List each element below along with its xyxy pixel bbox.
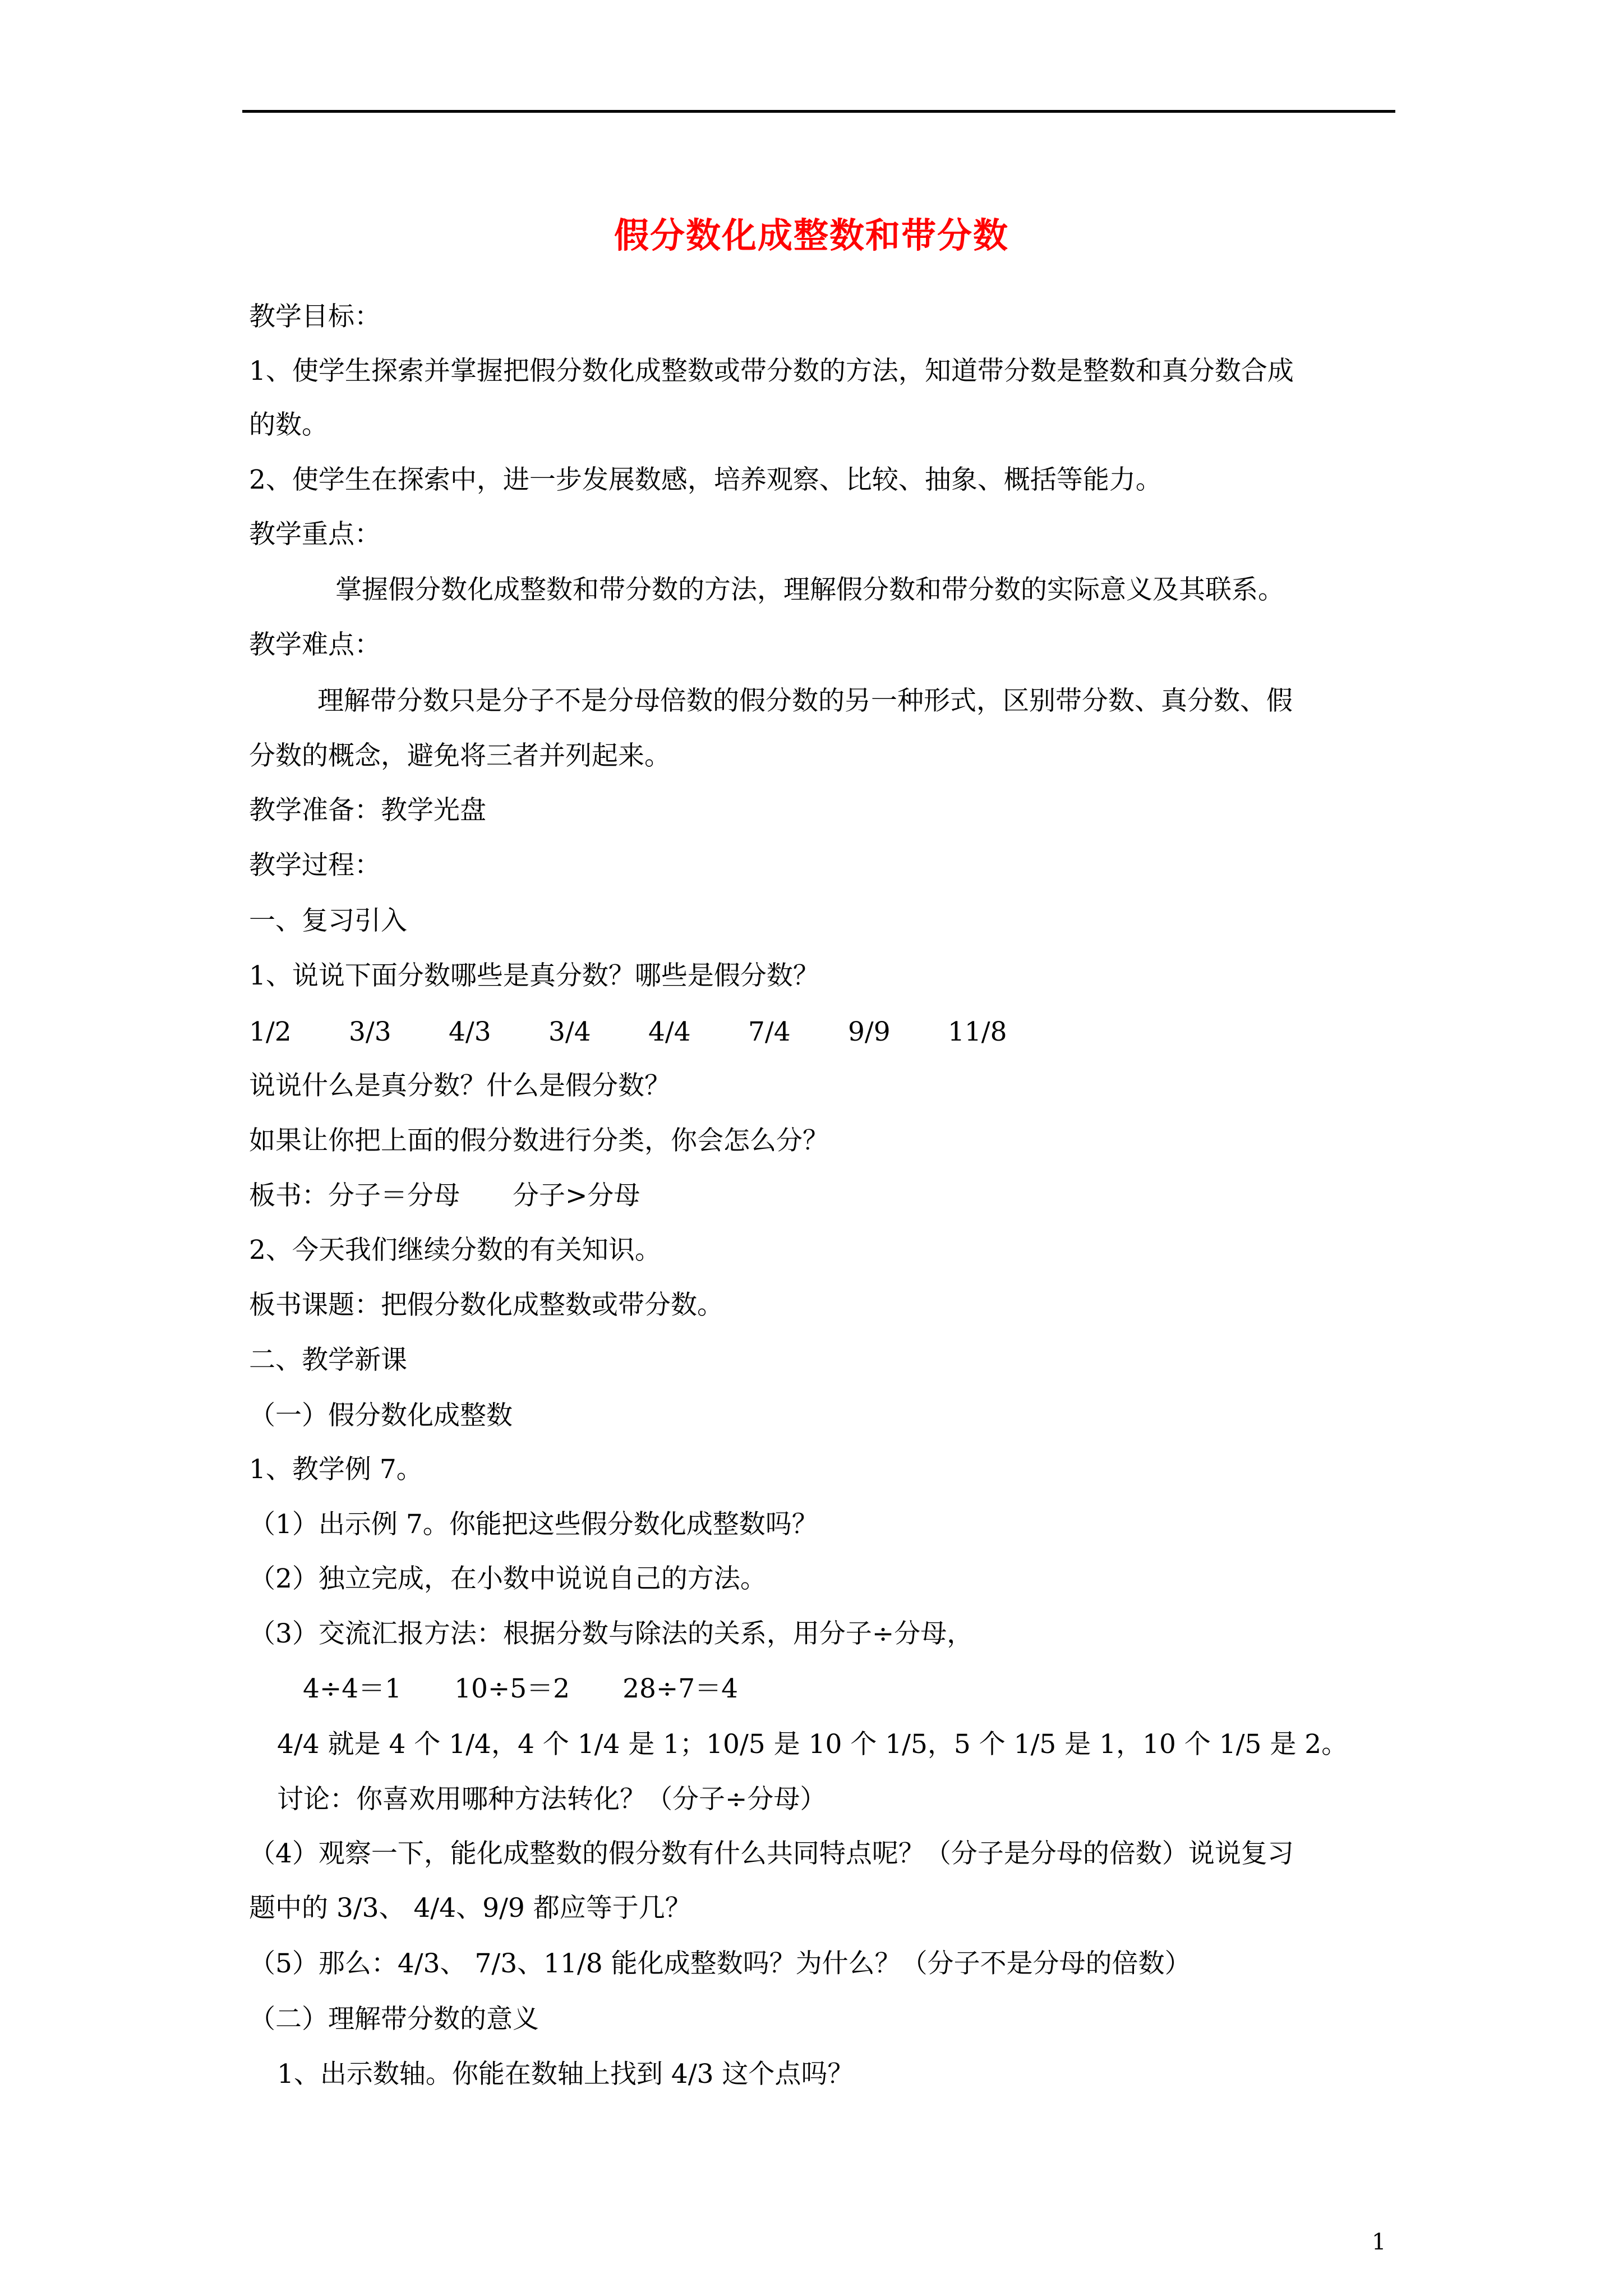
text-line: 1、使学生探索并掌握把假分数化成整数或带分数的方法，知道带分数是整数和真分数合成 xyxy=(249,356,1294,386)
text-line: 1、说说下面分数哪些是真分数？哪些是假分数？ xyxy=(249,960,819,991)
text-line: 教学准备：教学光盘 xyxy=(249,795,486,826)
fraction-item: 4/3 xyxy=(449,1016,491,1047)
text-line: 的数。 xyxy=(249,409,328,440)
text-line: 讨论：你喜欢用哪种方法转化？（分子÷分母） xyxy=(277,1784,827,1815)
fraction-item: 7/4 xyxy=(748,1016,791,1047)
text-line: 1、教学例 7。 xyxy=(249,1454,423,1485)
text-line: 2、今天我们继续分数的有关知识。 xyxy=(249,1235,661,1266)
text-line: 教学难点： xyxy=(249,629,381,660)
text-line: 理解带分数只是分子不是分母倍数的假分数的另一种形式，区别带分数、真分数、假 xyxy=(317,685,1293,716)
text-line: （二）理解带分数的意义 xyxy=(249,2004,539,2035)
text-line: 掌握假分数化成整数和带分数的方法，理解假分数和带分数的实际意义及其联系。 xyxy=(335,574,1284,605)
text-line: 题中的 3/3、 4/4、9/9 都应等于几？ xyxy=(249,1893,691,1924)
fraction-item: 11/8 xyxy=(948,1016,1007,1047)
text-line: （4）观察一下，能化成整数的假分数有什么共同特点呢？（分子是分母的倍数）说说复习 xyxy=(249,1838,1294,1869)
text-line: 一、复习引入 xyxy=(249,905,407,936)
page-number: 1 xyxy=(1372,2229,1386,2255)
text-line: 如果让你把上面的假分数进行分类，你会怎么分？ xyxy=(249,1125,829,1156)
text-line: 教学目标： xyxy=(249,301,381,332)
text-line: 4/4 就是 4 个 1/4，4 个 1/4 是 1；10/5 是 10 个 1/5，5 个 1/5 是 1，10 个 1/5 是 2。 xyxy=(277,1729,1348,1760)
text-line: 分数的概念，避免将三者并列起来。 xyxy=(249,740,671,771)
text-line: 教学重点： xyxy=(249,519,381,550)
text-line: （一）假分数化成整数 xyxy=(249,1400,513,1431)
text-line: （1）出示例 7。你能把这些假分数化成整数吗？ xyxy=(249,1509,818,1540)
text-line: 教学过程： xyxy=(249,850,381,881)
text-line: 2、使学生在探索中，进一步发展数感，培养观察、比较、抽象、概括等能力。 xyxy=(249,464,1162,495)
fraction-item: 3/4 xyxy=(548,1016,591,1047)
text-line: （2）独立完成，在小数中说说自己的方法。 xyxy=(249,1563,767,1594)
fraction-item: 4/4 xyxy=(648,1016,691,1047)
header-rule xyxy=(242,110,1395,113)
text-line: 板书课题：把假分数化成整数或带分数。 xyxy=(249,1290,723,1320)
fraction-item: 3/3 xyxy=(349,1016,391,1047)
fraction-item: 1/2 xyxy=(249,1016,292,1047)
fraction-item: 9/9 xyxy=(848,1016,891,1047)
text-line: 说说什么是真分数？什么是假分数？ xyxy=(249,1070,671,1101)
text-line: （3）交流汇报方法：根据分数与除法的关系，用分子÷分母， xyxy=(249,1618,974,1649)
text-line: 4÷4＝1 10÷5＝2 28÷7＝4 xyxy=(303,1673,739,1704)
page-title: 假分数化成整数和带分数 xyxy=(614,215,1009,256)
text-line: （5）那么：4/3、 7/3、11/8 能化成整数吗？为什么？（分子不是分母的倍数） xyxy=(249,1948,1191,1979)
text-line: 板书：分子＝分母 分子>分母 xyxy=(249,1180,640,1211)
text-line: 1、出示数轴。你能在数轴上找到 4/3 这个点吗？ xyxy=(277,2059,854,2090)
text-line: 二、教学新课 xyxy=(249,1345,407,1375)
